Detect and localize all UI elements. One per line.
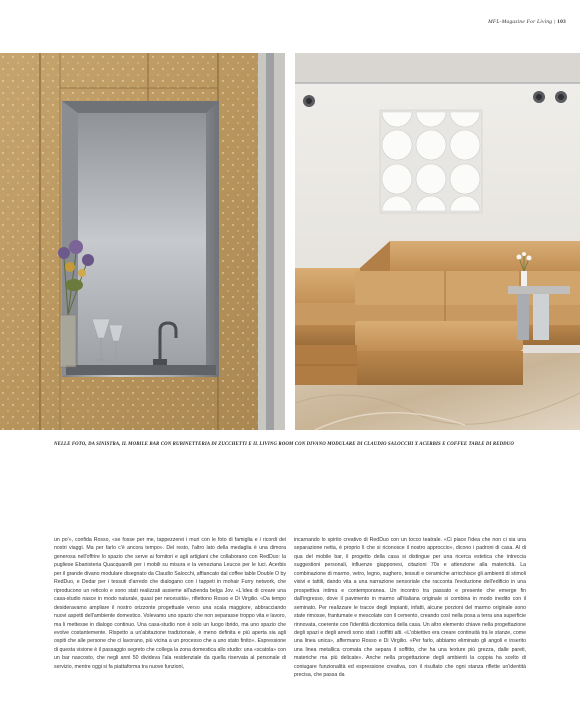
- page-header: [488, 19, 566, 25]
- header-separator: |: [553, 19, 556, 25]
- living-room-photo: [295, 53, 580, 430]
- page-number: 103: [557, 19, 566, 25]
- body-column-right: [294, 536, 526, 680]
- bar-cabinet-photo: [0, 53, 285, 430]
- article-paragraph: incarnando lo spirito creativo di RedDuo con un tocco teatrale. «Ci piace l'idea che non ci sia una separazione netta, è proprio lì che si riconosce il nostro approccio», dicono i padroni di casa. Al di qua del mobile bar, il progetto della casa si distingue per una ricerca estetica che intreccia suggestioni personali, influenze giapponesi, citazioni 70s e attenzione alla matericità. La combinazione di marmo, vetro, legno, sughero, tessuti e ceramiche arricchisce gli ambienti di stimoli visivi e tattili, dando vita a una narrazione sensoriale che racconta l'evoluzione dell'edificio in una prospettiva intima e contemporanea. Un incontro tra passato e presente che emerge fin dall'ingresso, dove il pavimento in marmo all'italiana originale si combina in modo inedito con il seminato. Per realizzare le tracce degli impianti, infatti, alcune porzioni del marmo originale sono state rimosse, frantumate e mescolate con il cemento, creando così nella posa a terra una superficie rinnovata, coerente con l'identità dicotomica della casa. Un altro elemento chiave nella progettazione degli spazi e degli arredi sono stati i soffitti alti. «L'obiettivo era creare continuità tra le stanze, come una linea unica», affermano Rosso e Di Virgilio. «Per farlo, abbiamo eliminato gli angoli e inserito una linea metallica cromata che separa il soffitto, che ha una texture più grezza, dalle pareti, materiche ma più delicate». Anche nella progettazione degli ambienti la coppia ha scelto di coniugare funzionalità ed espressione creativa, con il risultato che ogni stanza riflette un'identità precisa, che passa da: [294, 537, 526, 679]
- magazine-name: MFL-Magazine For Living: [488, 19, 553, 25]
- bar-cabinet-illustration: [0, 53, 285, 430]
- living-room-illustration: [295, 53, 580, 430]
- photo-caption: NELLE FOTO, DA SINISTRA, IL MOBILE BAR CON RUBINETTERIA DI ZUCCHETTI E IL LIVING ROOM CON DIVANO MODULARE DI CLAUDIO SALOCCHI X ACERBIS E COFFEE TABLE DI REDDUO: [54, 442, 515, 447]
- article-paragraph: un po'», confida Rosso, «se fosse per me, tappezzerei i muri con le foto di famiglia e i ricordi dei nostri viaggi. Ma per farlo c'è ancora tempo». Del resto, l'altro lato della medaglia è una dimora generosa nell'offrire lo spazio che serve ai fornitori e agli artigiani che collaborano con RedDuo: la pugliese Ebanisteria Quacquarelli per i mobili su misura e la veneziana Leucos per le luci. Acerbis per il grande divano modulare disegnato da Claudio Salocchi, affiancato dal coffee table Double O by RedDuo, e Dedar per i tessuti d'arredo che dialogano con i tappeti in mohair Furry network, che riproducono un reticolo e sono stati realizzati assieme all'azienda belga Jov. «L'idea di creare una casa-studio nasce in modo naturale, quasi per necessità», riflettono Rosso e Di Virgilio. «Da tempo desideravamo ampliare il nostro orizzonte progettuale verso una scala maggiore, abbracciando nuovi aspetti dell'ambiente domestico. Volevamo uno spazio che non separasse troppo vita e lavoro, ma li mettesse in dialogo continuo. Una casa-studio non è solo un luogo ibrido, ma uno spazio che evolve costantemente. Rispetto a un'abitazione tradizionale, è meno definita e più aperta sia agli ospiti che alle persone che ci lavorano, più vicina a un processo che a uno stato finito». Espressione di questa visione è il passaggio segreto che collega la zona domestica allo studio: una «scatola» con un bar nascosto, che negli anni 50 divideva l'ala residenziale da quella riservata al personale di servizio, mentre oggi si fa piattaforma tra nuove funzioni,: [54, 537, 286, 670]
- body-column-left: [54, 536, 286, 671]
- wall-artwork: [380, 110, 482, 213]
